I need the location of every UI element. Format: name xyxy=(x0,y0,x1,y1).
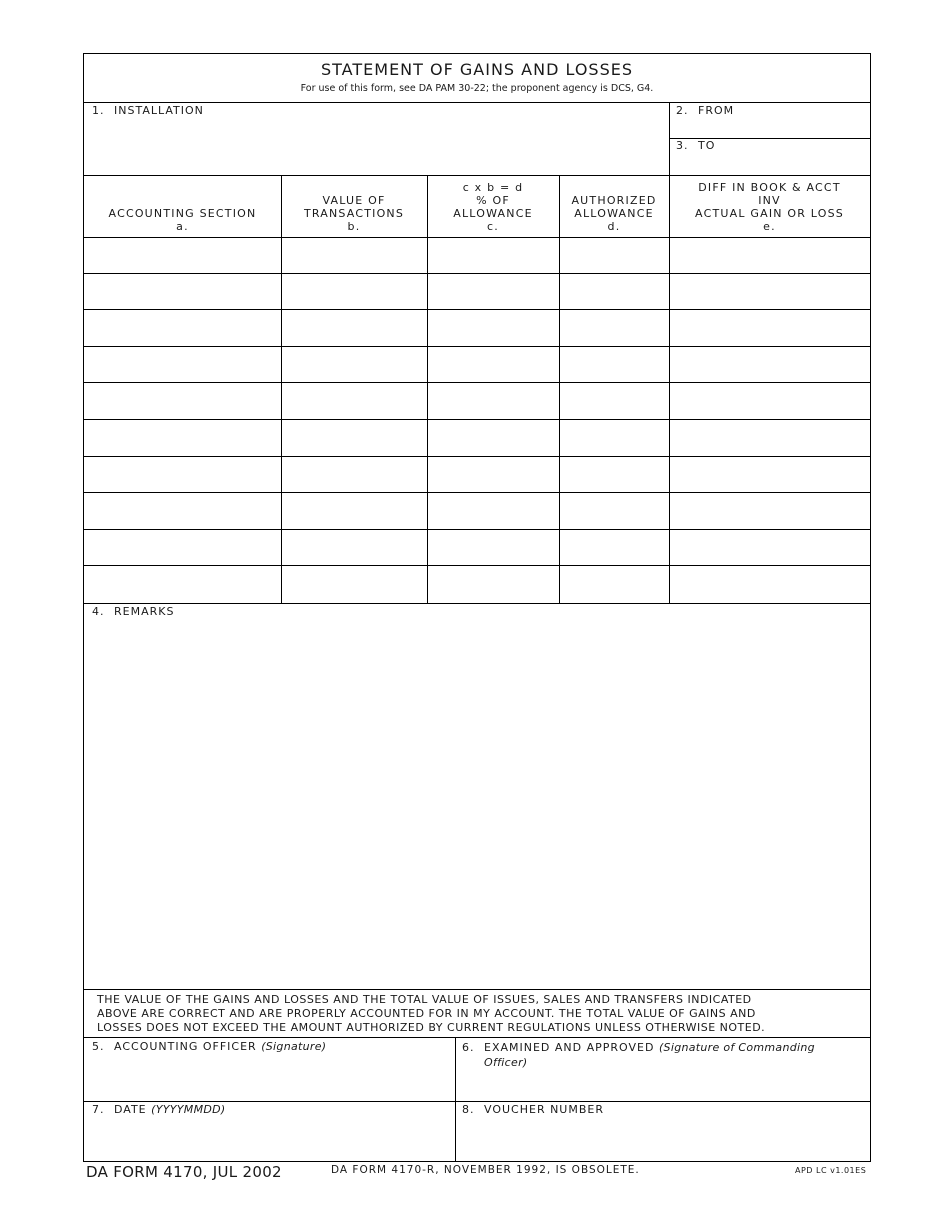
cell-authorized-allowance[interactable] xyxy=(559,347,669,383)
cell-actual-gain-or-loss[interactable] xyxy=(669,310,870,346)
cell-accounting-section[interactable] xyxy=(84,566,281,603)
cell-value-of-transactions[interactable] xyxy=(281,383,427,419)
column-header-actual-gain-or-loss: DIFF IN BOOK & ACCT INV ACTUAL GAIN OR LOSS e. xyxy=(695,181,844,233)
cell-authorized-allowance[interactable] xyxy=(559,383,669,419)
cell-authorized-allowance[interactable] xyxy=(559,274,669,310)
cell-authorized-allowance[interactable] xyxy=(559,530,669,566)
cell-accounting-section[interactable] xyxy=(84,237,281,273)
table-bottom-divider xyxy=(84,603,870,604)
cell-actual-gain-or-loss[interactable] xyxy=(669,383,870,419)
cell-percent-allowance[interactable] xyxy=(427,274,559,310)
cell-value-of-transactions[interactable] xyxy=(281,274,427,310)
table-row xyxy=(84,383,870,420)
table-row xyxy=(84,566,870,603)
cell-actual-gain-or-loss[interactable] xyxy=(669,347,870,383)
to-label: 3. TO xyxy=(676,139,716,152)
column-header-authorized-allowance: AUTHORIZED ALLOWANCE d. xyxy=(571,194,657,233)
cell-actual-gain-or-loss[interactable] xyxy=(669,566,870,603)
cell-percent-allowance[interactable] xyxy=(427,383,559,419)
cell-percent-allowance[interactable] xyxy=(427,310,559,346)
cell-authorized-allowance[interactable] xyxy=(559,566,669,603)
cell-percent-allowance[interactable] xyxy=(427,420,559,456)
cell-actual-gain-or-loss[interactable] xyxy=(669,237,870,273)
signature-row-divider xyxy=(84,1101,870,1102)
table-row xyxy=(84,493,870,530)
column-header-accounting-section: ACCOUNTING SECTION a. xyxy=(108,207,257,233)
title-divider xyxy=(84,102,870,103)
form-subtitle: For use of this form, see DA PAM 30-22; the proponent agency is DCS, G4. xyxy=(300,83,654,94)
installation-label: 1. INSTALLATION xyxy=(92,104,204,117)
cell-accounting-section[interactable] xyxy=(84,383,281,419)
cell-authorized-allowance[interactable] xyxy=(559,310,669,346)
cell-value-of-transactions[interactable] xyxy=(281,493,427,529)
cell-actual-gain-or-loss[interactable] xyxy=(669,530,870,566)
version-code: APD LC v1.01ES xyxy=(795,1166,867,1175)
cell-accounting-section[interactable] xyxy=(84,493,281,529)
cell-percent-allowance[interactable] xyxy=(427,493,559,529)
date-label: 7. DATE (YYYYMMDD) xyxy=(92,1103,226,1116)
examined-approved-label: 6. EXAMINED AND APPROVED (Signature of Commanding Officer) xyxy=(462,1041,815,1069)
cell-accounting-section[interactable] xyxy=(84,420,281,456)
da-form-4170 xyxy=(83,53,871,1162)
from-field[interactable] xyxy=(670,118,870,138)
cell-authorized-allowance[interactable] xyxy=(559,420,669,456)
table-row xyxy=(84,420,870,457)
cell-percent-allowance[interactable] xyxy=(427,566,559,603)
cell-actual-gain-or-loss[interactable] xyxy=(669,420,870,456)
cell-authorized-allowance[interactable] xyxy=(559,237,669,273)
cell-percent-allowance[interactable] xyxy=(427,457,559,493)
cell-actual-gain-or-loss[interactable] xyxy=(669,493,870,529)
remarks-bottom-divider xyxy=(84,989,870,990)
table-row xyxy=(84,347,870,384)
obsolete-notice: DA FORM 4170-R, NOVEMBER 1992, IS OBSOLETE. xyxy=(331,1164,640,1176)
to-field[interactable] xyxy=(670,153,870,175)
cell-value-of-transactions[interactable] xyxy=(281,237,427,273)
column-header-value-of-transactions: VALUE OF TRANSACTIONS b. xyxy=(303,194,405,233)
cell-percent-allowance[interactable] xyxy=(427,530,559,566)
cell-accounting-section[interactable] xyxy=(84,347,281,383)
cell-actual-gain-or-loss[interactable] xyxy=(669,274,870,310)
cell-value-of-transactions[interactable] xyxy=(281,530,427,566)
installation-field[interactable] xyxy=(84,118,669,175)
commanding-officer-signature-field[interactable] xyxy=(456,1070,870,1101)
table-row xyxy=(84,310,870,347)
remarks-field[interactable] xyxy=(84,619,870,989)
cell-accounting-section[interactable] xyxy=(84,310,281,346)
column-header-percent-allowance: c x b = d % OF ALLOWANCE c. xyxy=(453,181,533,233)
gains-losses-table xyxy=(84,237,870,603)
cell-value-of-transactions[interactable] xyxy=(281,420,427,456)
cell-value-of-transactions[interactable] xyxy=(281,457,427,493)
certification-statement: THE VALUE OF THE GAINS AND LOSSES AND THE TOTAL VALUE OF ISSUES, SALES AND TRANSFERS INDICATED ABOVE ARE CORRECT AND ARE PROPERLY ACCOUNTED FOR IN MY ACCOUNT. THE TOTAL VALUE OF GAINS AND LOSSES DOES NOT EXCEED THE AMOUNT AUTHORIZED BY CURRENT REGULATIONS UNLESS OTHERWISE NOTED. xyxy=(97,993,766,1034)
remarks-label: 4. REMARKS xyxy=(92,605,175,618)
cell-actual-gain-or-loss[interactable] xyxy=(669,457,870,493)
cell-authorized-allowance[interactable] xyxy=(559,493,669,529)
cell-accounting-section[interactable] xyxy=(84,457,281,493)
cell-percent-allowance[interactable] xyxy=(427,237,559,273)
voucher-number-field[interactable] xyxy=(456,1117,870,1161)
accounting-officer-label: 5. ACCOUNTING OFFICER (Signature) xyxy=(92,1040,327,1053)
table-row xyxy=(84,274,870,311)
cell-accounting-section[interactable] xyxy=(84,274,281,310)
cell-accounting-section[interactable] xyxy=(84,530,281,566)
form-number: DA FORM 4170, JUL 2002 xyxy=(86,1163,282,1181)
date-field[interactable] xyxy=(84,1117,455,1161)
table-row xyxy=(84,457,870,494)
cell-percent-allowance[interactable] xyxy=(427,347,559,383)
cell-value-of-transactions[interactable] xyxy=(281,347,427,383)
table-row xyxy=(84,530,870,567)
cell-authorized-allowance[interactable] xyxy=(559,457,669,493)
accounting-officer-signature-field[interactable] xyxy=(84,1054,455,1101)
table-row xyxy=(84,237,870,274)
cell-value-of-transactions[interactable] xyxy=(281,310,427,346)
cell-value-of-transactions[interactable] xyxy=(281,566,427,603)
voucher-number-label: 8. VOUCHER NUMBER xyxy=(462,1103,604,1116)
certification-bottom-divider xyxy=(84,1037,870,1038)
form-title: STATEMENT OF GAINS AND LOSSES xyxy=(320,60,633,79)
from-label: 2. FROM xyxy=(676,104,735,117)
